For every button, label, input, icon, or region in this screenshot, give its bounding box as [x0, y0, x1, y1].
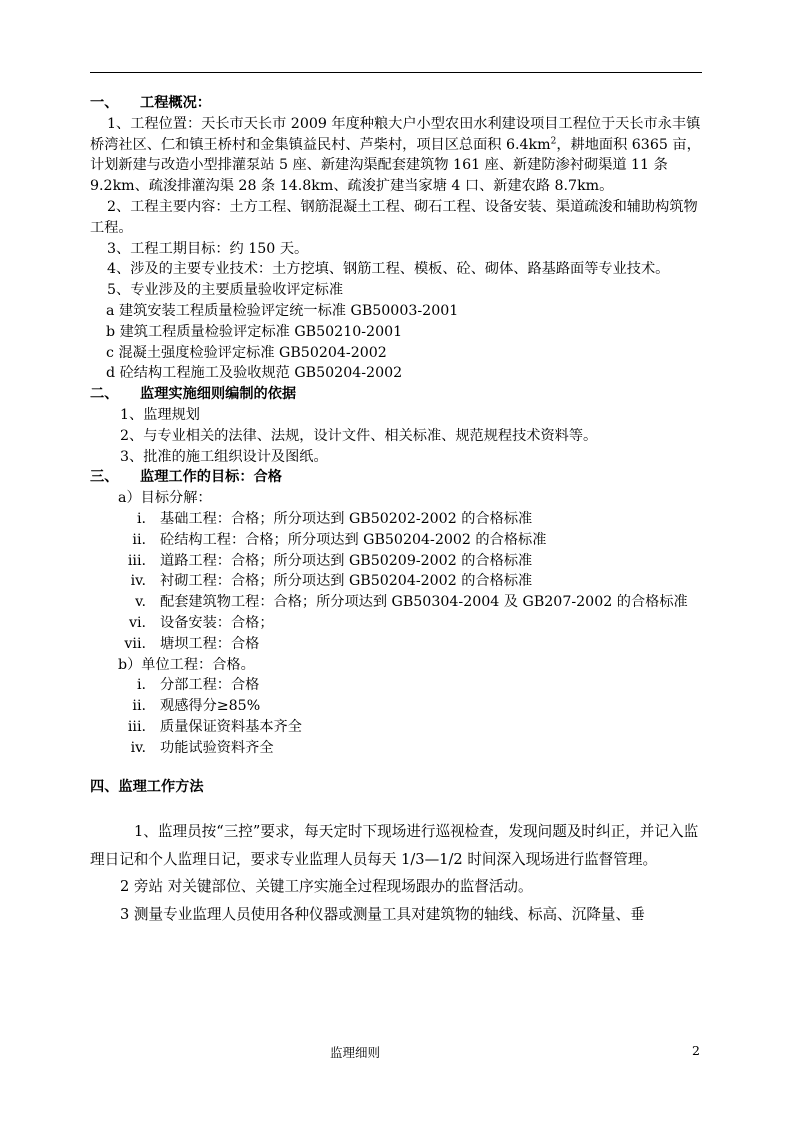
section-3-heading: 三、 监理工作的目标：合格	[90, 469, 282, 486]
standard-item: b 建筑工程质量检验评定标准 GB50210-2001	[106, 323, 403, 340]
unit-item: iv. 功能试验资料齐全	[130, 739, 274, 756]
page-number: 2	[692, 1043, 700, 1058]
basis-item: 1、监理规划	[120, 406, 200, 423]
method-paragraph: 2 旁站 对关键部位、关键工序实施全过程现场跟办的监督活动。	[120, 878, 533, 896]
unit-project-label: b）单位工程：合格。	[118, 656, 255, 673]
header-rule	[90, 72, 702, 73]
section-1-paragraph-3: 3、工程工期目标：约 150 天。	[107, 240, 309, 257]
basis-item: 3、批准的施工组织设计及图纸。	[120, 448, 328, 465]
document-body	[90, 93, 702, 928]
goal-item: iv. 衬砌工程：合格；所分项达到 GB50204-2002 的合格标准	[130, 573, 533, 590]
goal-breakdown-label: a）目标分解：	[118, 490, 212, 507]
section-2-heading: 二、 监理实施细则编制的依据	[90, 386, 297, 403]
goal-item: v. 配套建筑物工程：合格；所分项达到 GB50304-2004 及 GB207-2002 的合格标准	[135, 594, 688, 611]
section-1-paragraph-1: 1、工程位置：天长市天长市 2009 年度种粮大户小型农田水利建设项目工程位于天长市永丰镇桥湾社区、仁和镇王桥村和金集镇益民村、芦柴村，项目区总面积 $6.4km^2$，耕地面积 6365 亩，计划新建与改造小型排灌泵站 5 座、新建沟渠配套建筑物 161 座、新建防渗衬砌渠道 11 条 9.2km、疏浚排灌沟渠 28 条 14.8km、疏浚扩建当家塘 4 口、新建农路 8.7km。	[90, 115, 701, 195]
goal-item: vi. 设备安装：合格；	[128, 614, 274, 631]
section-4-body	[90, 818, 702, 928]
standard-item: d 砼结构工程施工及验收规范 GB50204-2002	[106, 365, 403, 382]
method-paragraph: 3 测量专业监理人员使用各种仪器或测量工具对建筑物的轴线、标高、沉降量、垂	[120, 905, 645, 923]
unit-item: i. 分部工程：合格	[136, 677, 260, 694]
section-1-paragraph-5: 5、专业涉及的主要质量验收评定标准	[107, 282, 344, 299]
goal-item: i. 基础工程：合格；所分项达到 GB50202-2002 的合格标准	[136, 510, 533, 527]
standard-item: c 混凝土强度检验评定标准 GB50204-2002	[106, 344, 387, 361]
footer-label: 监理细则	[330, 1045, 381, 1060]
section-1-paragraph-4: 4、涉及的主要专业技术：土方挖填、钢筋工程、模板、砼、砌体、路基路面等专业技术。	[107, 261, 670, 278]
section-4-heading: 四、监理工作方法	[90, 778, 204, 795]
basis-item: 2、与专业相关的法律、法规，设计文件、相关标准、规范规程技术资料等。	[120, 427, 598, 444]
goal-item: iii. 道路工程：合格；所分项达到 GB50209-2002 的合格标准	[127, 552, 533, 569]
unit-item: iii. 质量保证资料基本齐全	[127, 718, 302, 735]
goal-item: vii. 塘坝工程：合格	[124, 635, 260, 652]
goal-item: ii. 砼结构工程：合格；所分项达到 GB50204-2002 的合格标准	[132, 531, 547, 548]
standard-item: a 建筑安装工程质量检验评定统一标准 GB50003-2001	[106, 302, 459, 319]
section-1-heading: 一、 工程概况：	[90, 95, 211, 111]
section-1-paragraph-2: 2、工程主要内容：土方工程、钢筋混凝土工程、砌石工程、设备安装、渠道疏浚和辅助构筑物工程。	[90, 198, 698, 236]
unit-item: ii. 观感得分≥85%	[132, 698, 261, 715]
method-paragraph: 1、监理员按“三控”要求，每天定时下现场进行巡视检查，发现问题及时纠正，并记入监理日记和个人监理日记，要求专业监理人员每天 1/3—1/2 时间深入现场进行监督管理。	[90, 823, 699, 868]
